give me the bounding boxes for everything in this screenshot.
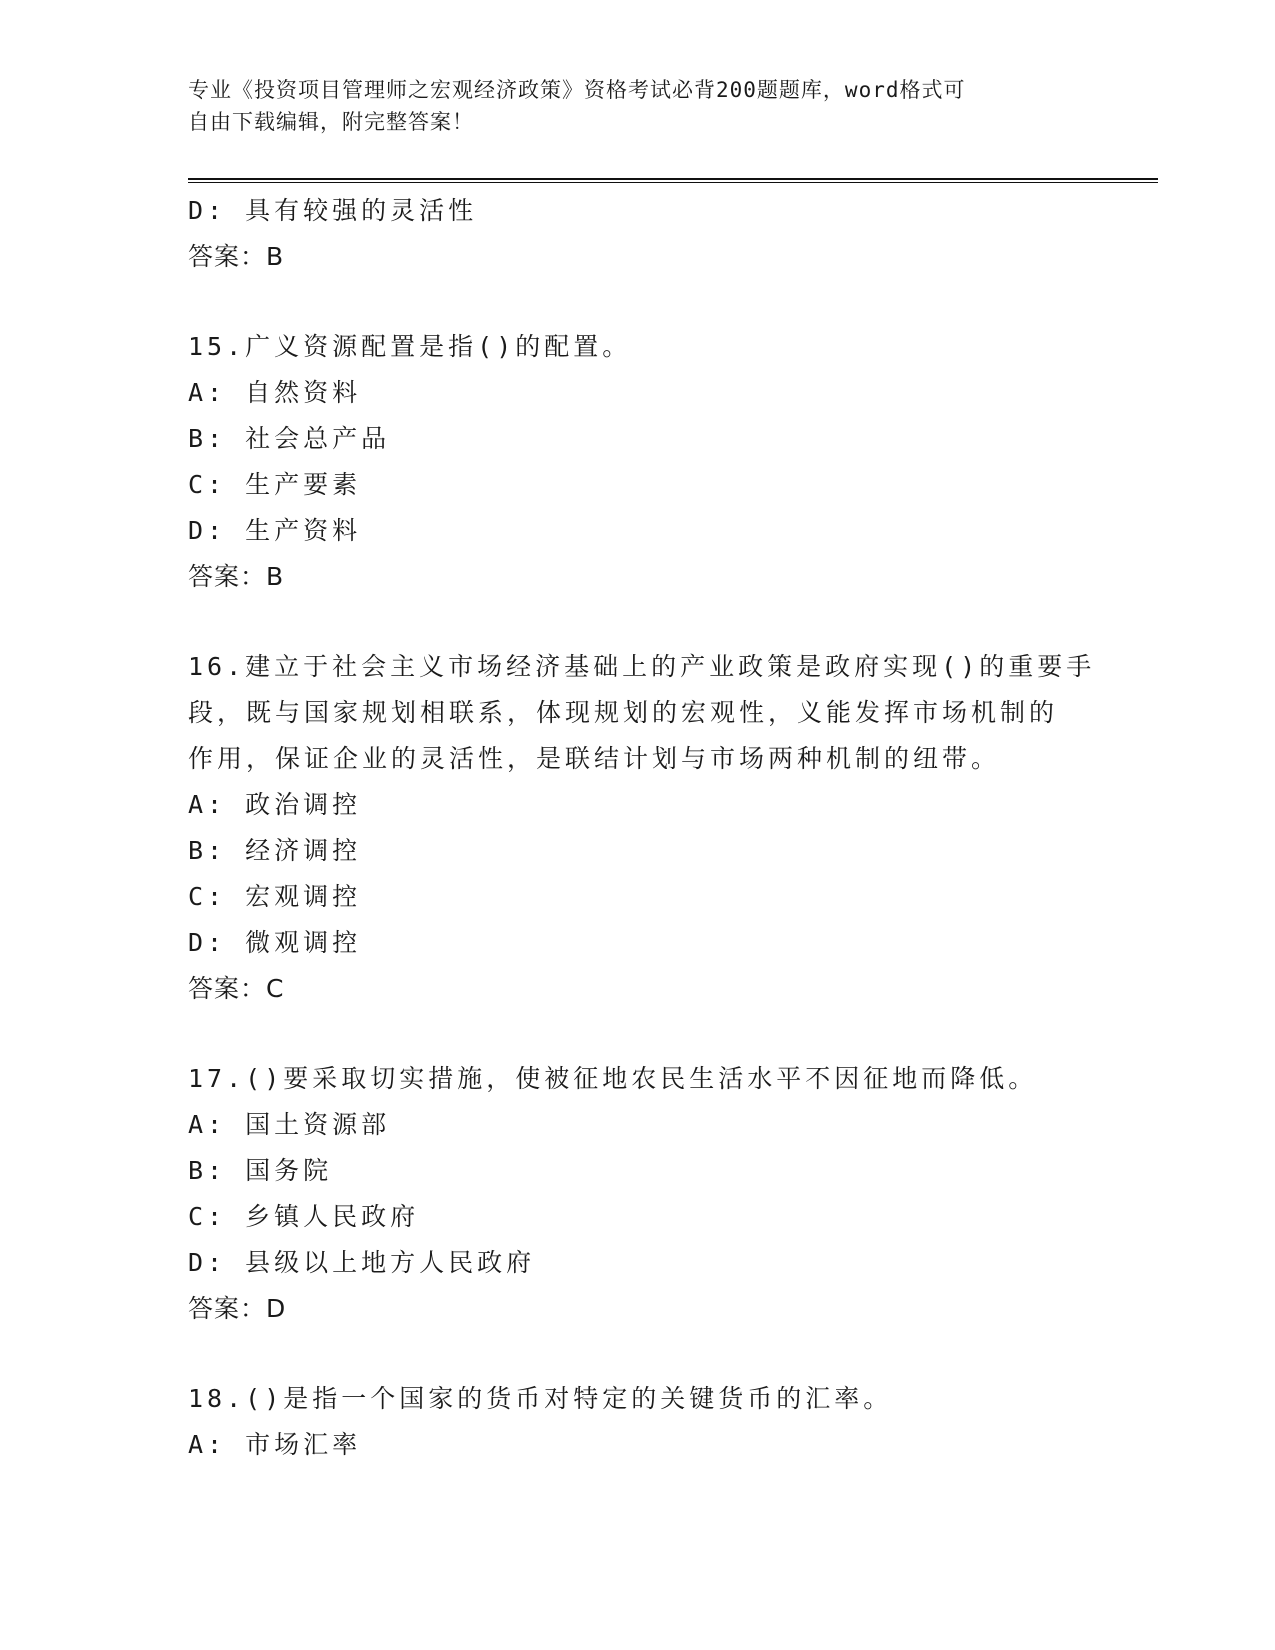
option-c: C: 宏观调控 xyxy=(188,882,362,911)
option-d: D: 县级以上地方人民政府 xyxy=(188,1248,536,1277)
header-title-line-2: 自由下载编辑，附完整答案！ xyxy=(188,110,474,134)
option-a: A: 政治调控 xyxy=(188,790,362,819)
spacer xyxy=(188,1012,1088,1056)
question-stem: 15.广义资源配置是指()的配置。 xyxy=(188,332,632,361)
question-list xyxy=(188,188,1096,1468)
answer: 答案：D xyxy=(188,1294,287,1323)
question-stem: 17.()要采取切实措施，使被征地农民生活水平不因征地而降低。 xyxy=(188,1064,1038,1093)
header-title-line-1: 专业《投资项目管理师之宏观经济政策》资格考试必背200题题库，word格式可 xyxy=(188,78,966,102)
answer: 答案：B xyxy=(188,562,285,591)
answer: 答案：B xyxy=(188,242,285,271)
option-b: B: 社会总产品 xyxy=(188,424,391,453)
question-16 xyxy=(188,644,1096,1012)
question-stem: 18.()是指一个国家的货币对特定的关键货币的汇率。 xyxy=(188,1384,893,1413)
question-15 xyxy=(188,324,1088,600)
option-a: A: 市场汇率 xyxy=(188,1430,362,1459)
document-page xyxy=(188,0,1158,1650)
option-c: C: 乡镇人民政府 xyxy=(188,1202,420,1231)
question-17 xyxy=(188,1056,1088,1332)
question-14-tail xyxy=(188,188,1088,280)
question-stem-line-2: 段，既与国家规划相联系，体现规划的宏观性，义能发挥市场机制的 xyxy=(188,698,1059,727)
spacer xyxy=(188,1332,1088,1376)
spacer xyxy=(188,600,1088,644)
question-18 xyxy=(188,1376,1088,1468)
question-stem-line-3: 作用，保证企业的灵活性，是联结计划与市场两种机制的纽带。 xyxy=(188,744,1001,773)
question-stem-line-1: 16.建立于社会主义市场经济基础上的产业政策是政府实现()的重要手 xyxy=(188,652,1096,681)
header-divider xyxy=(188,178,1158,183)
option-d: D: 具有较强的灵活性 xyxy=(188,196,478,225)
option-a: A: 国土资源部 xyxy=(188,1110,391,1139)
option-c: C: 生产要素 xyxy=(188,470,362,499)
option-a: A: 自然资料 xyxy=(188,378,362,407)
option-b: B: 经济调控 xyxy=(188,836,362,865)
page-header xyxy=(188,74,1068,138)
spacer xyxy=(188,280,1088,324)
answer: 答案：C xyxy=(188,974,285,1003)
option-d: D: 生产资料 xyxy=(188,516,362,545)
option-b: B: 国务院 xyxy=(188,1156,333,1185)
option-d: D: 微观调控 xyxy=(188,928,362,957)
